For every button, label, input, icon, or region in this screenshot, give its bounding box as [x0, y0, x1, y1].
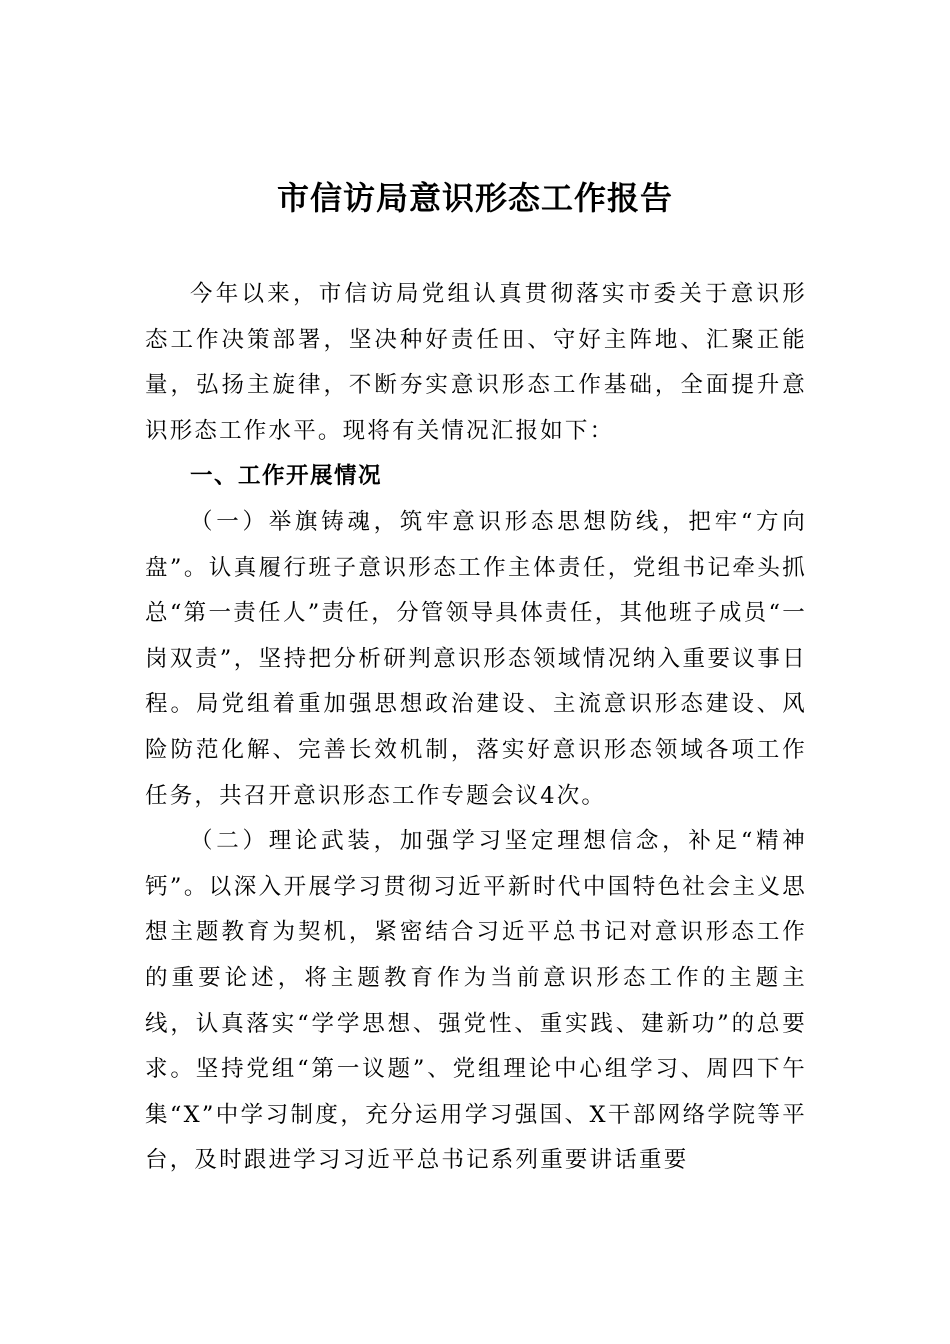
document-body — [145, 272, 807, 1184]
intro-paragraph: 今年以来，市信访局党组认真贯彻落实市委关于意识形态工作决策部署，坚决种好责任田、守好主阵地、汇聚正能量，弘扬主旋律，不断夯实意识形态工作基础，全面提升意识形态工作水平。现将有关情况汇报如下： — [145, 281, 807, 444]
subsection-paragraph-2: （二）理论武装，加强学习坚定理想信念，补足“精神钙”。以深入开展学习贯彻习近平新时代中国特色社会主义思想主题教育为契机，紧密结合习近平总书记对意识形态工作的重要论述，将主题教育作为当前意识形态工作的主题主线，认真落实“学学思想、强党性、重实践、建新功”的总要求。坚持党组“第一议题”、党组理论中心组学习、周四下午集“X”中学习制度，充分运用学习强国、X干部网络学院等平台，及时跟进学习习近平总书记系列重要讲话重要 — [145, 828, 807, 1174]
section-heading: 一、工作开展情况 — [190, 463, 383, 490]
document-title: 市信访局意识形态工作报告 — [276, 179, 673, 217]
subsection-paragraph-1: （一）举旗铸魂，筑牢意识形态思想防线，把牢“方向盘”。认真履行班子意识形态工作主体责任，党组书记牵头抓总“第一责任人”责任，分管领导具体责任，其他班子成员“一岗双责”，坚持把分析研判意识形态领域情况纳入重要议事日程。局党组着重加强思想政治建设、主流意识形态建设、风险防范化解、完善长效机制，落实好意识形态领域各项工作任务，共召开意识形态工作专题会议4次。 — [145, 508, 807, 809]
